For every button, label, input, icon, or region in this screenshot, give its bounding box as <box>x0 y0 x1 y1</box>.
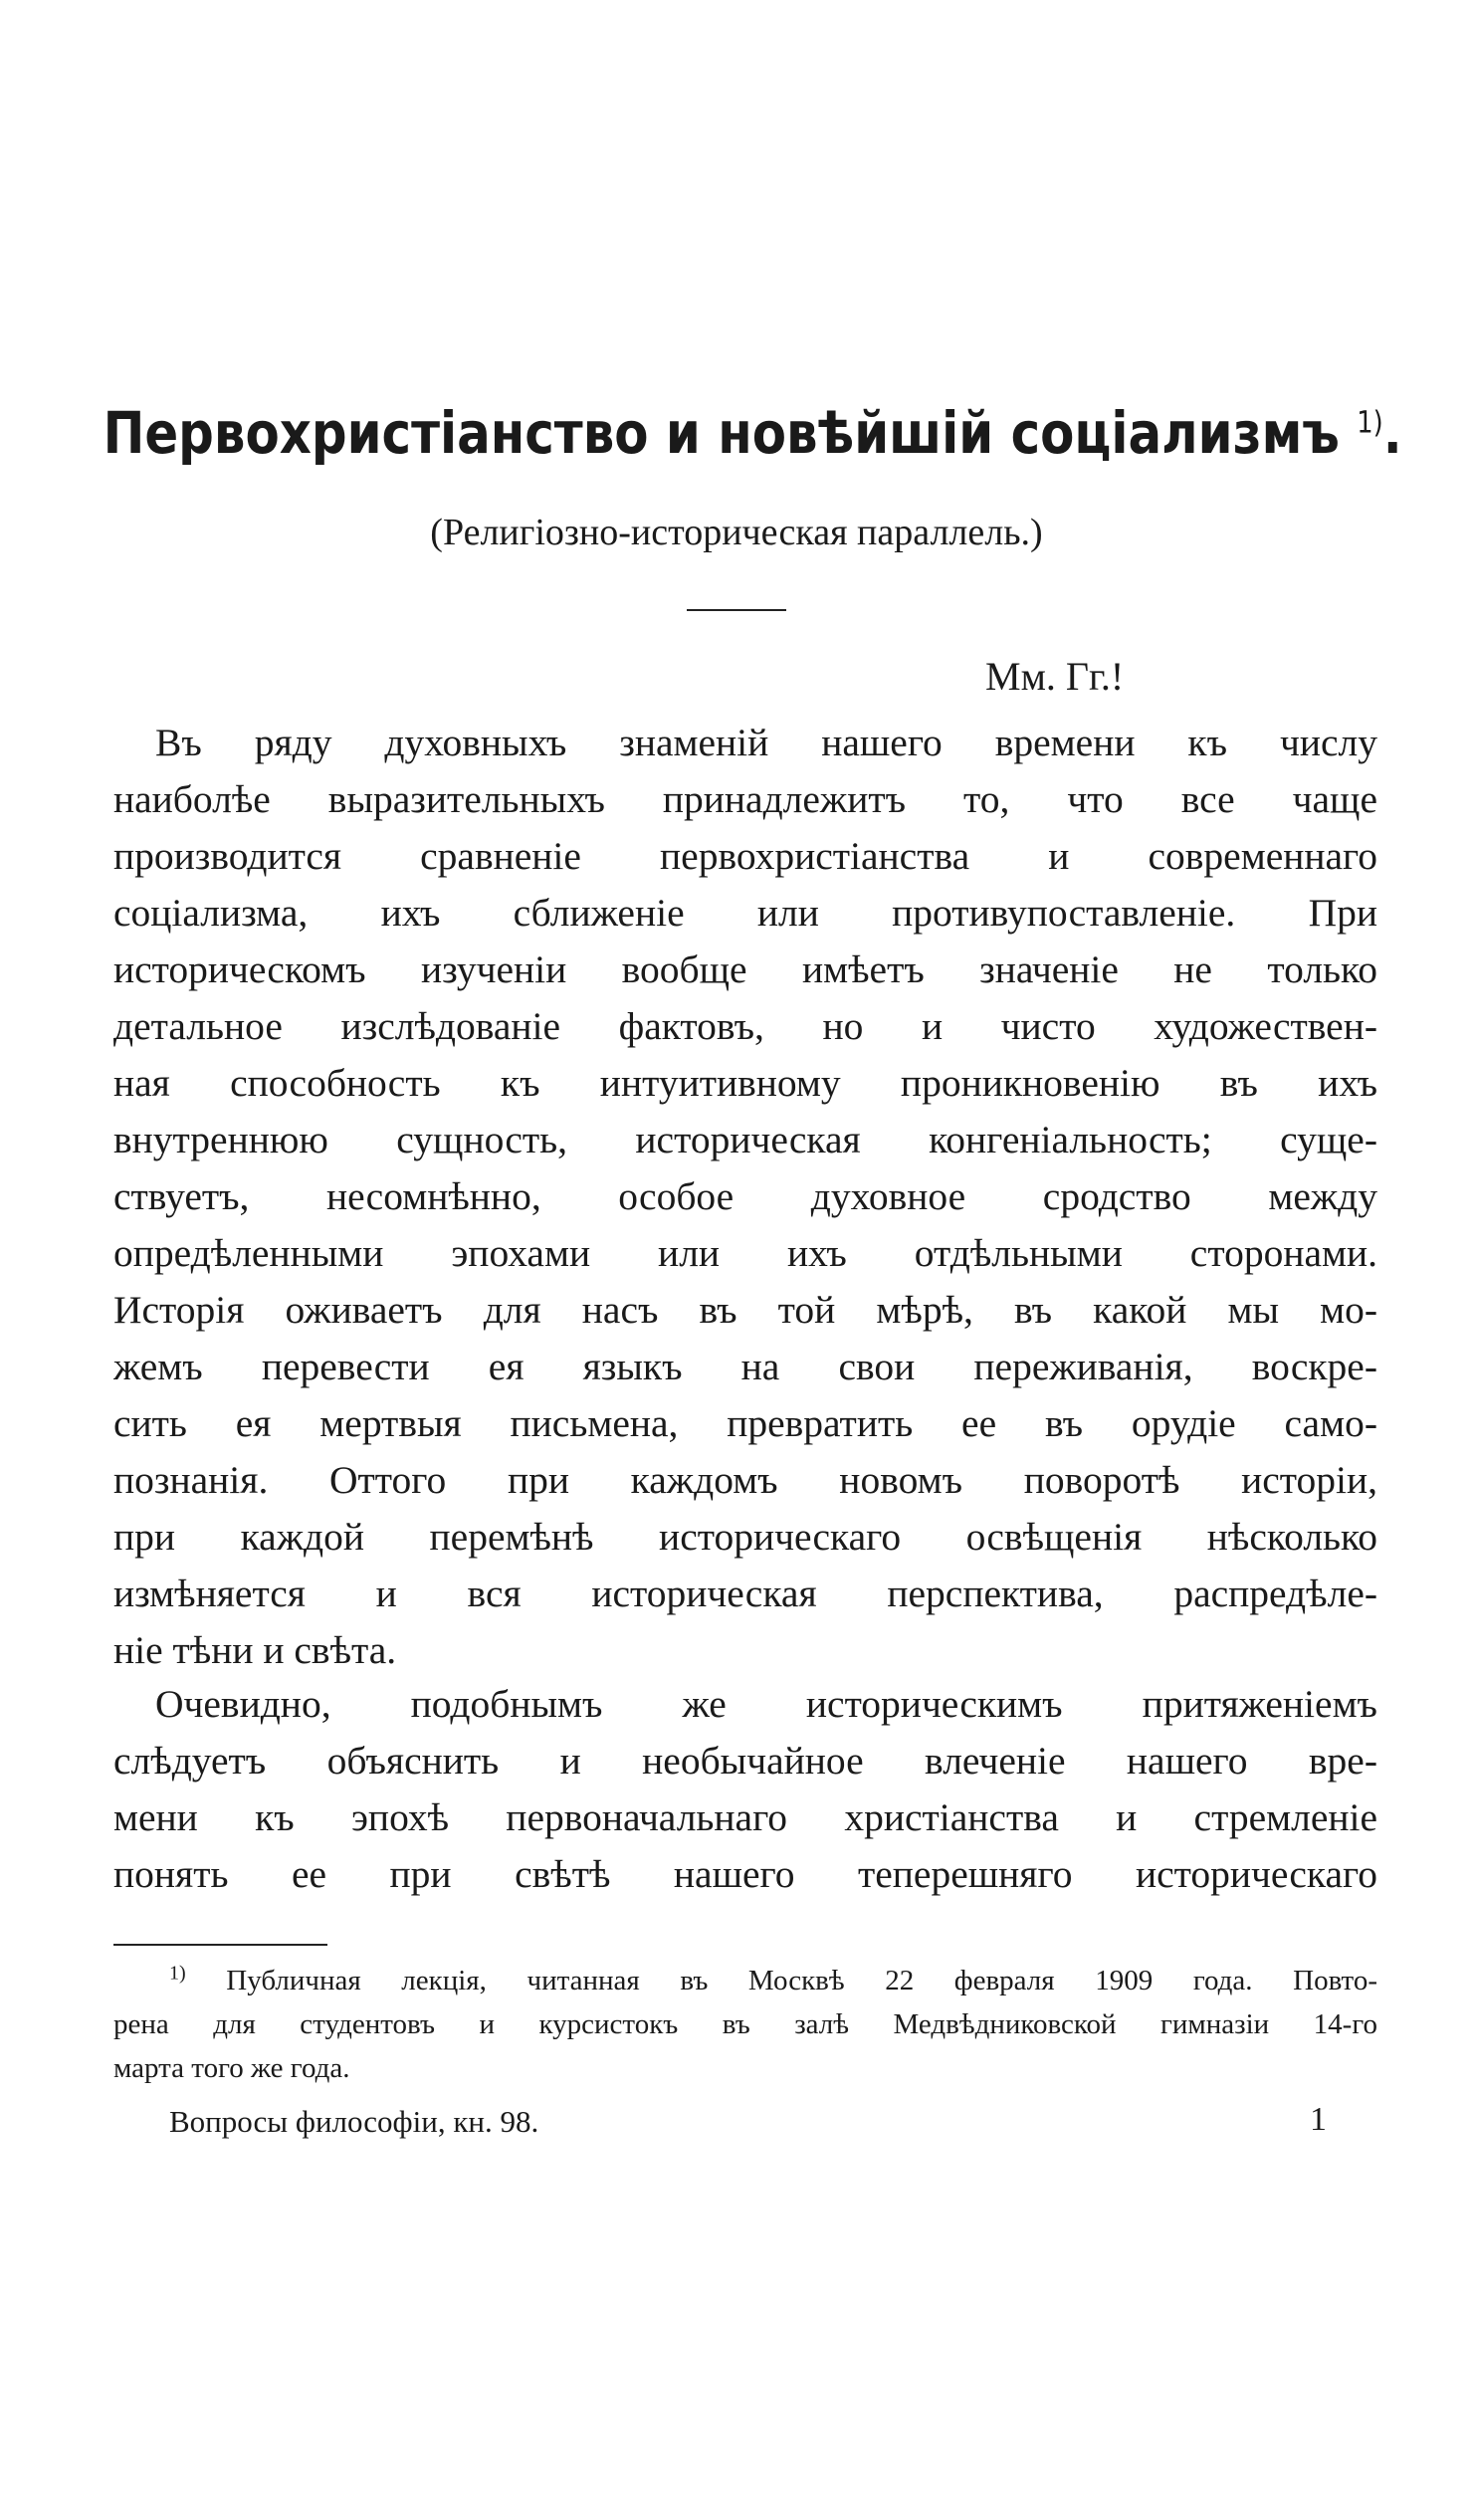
footnote-divider <box>113 1944 327 1946</box>
text-line: ная способность къ интуитивному проникновенію въ ихъ <box>113 1061 1377 1105</box>
text-line: слѣдуетъ объяснить и необычайное влеченіе нашего вре- <box>113 1739 1377 1783</box>
text-line: детальное изслѣдованіе фактовъ, но и чисто художествен- <box>113 1004 1377 1048</box>
text-line: ніе тѣни и свѣта. <box>113 1628 397 1672</box>
text-line: Въ ряду духовныхъ знаменій нашего времени къ числу <box>155 721 1377 764</box>
text-line: историческомъ изученіи вообще имѣетъ значеніе не только <box>113 947 1377 991</box>
text-line: сить ея мертвыя письмена, превратить ее въ орудіе само- <box>113 1401 1377 1445</box>
text-line: внутреннюю сущность, историческая конгеніальность; суще- <box>113 1118 1377 1161</box>
title-end-punct: . <box>1382 399 1402 467</box>
article-title <box>103 398 1402 468</box>
text-line: познанія. Оттого при каждомъ новомъ поворотѣ исторіи, <box>113 1458 1377 1502</box>
footnote <box>113 1959 1377 2090</box>
title-footnote-ref[interactable]: 1) <box>1357 405 1383 441</box>
text-line: опредѣленными эпохами или ихъ отдѣльными сторонами. <box>113 1231 1377 1275</box>
text-line: наиболѣе выразительныхъ принадлежитъ то, что все чаще <box>113 777 1377 821</box>
text-line: Очевидно, подобнымъ же историческимъ притяженіемъ <box>155 1682 1377 1726</box>
page-number: 1 <box>1310 2101 1327 2138</box>
text-line: мени къ эпохѣ первоначальнаго христіанства и стремленіе <box>113 1795 1377 1839</box>
text-line: производится сравненіе первохристіанства и современнаго <box>113 834 1377 878</box>
salutation: Мм. Гг.! <box>985 654 1125 699</box>
text-line: соціализма, ихъ сближеніе или противупоставленіе. При <box>113 891 1377 935</box>
body-paragraph-1 <box>113 715 1377 1679</box>
title-divider <box>687 609 786 611</box>
text-line: понять ее при свѣтѣ нашего теперешняго историческаго <box>113 1852 1377 1896</box>
footnote-line: марта того же года. <box>113 2052 350 2084</box>
journal-signature: Вопросы философіи, кн. 98. <box>169 2104 539 2139</box>
text-line: жемъ перевести ея языкъ на свои переживанія, воскре- <box>113 1345 1377 1388</box>
body-paragraph-2 <box>113 1676 1377 1903</box>
footnote-marker: 1) <box>169 1962 186 1985</box>
text-line: ствуетъ, несомнѣнно, особое духовное сродство между <box>113 1174 1377 1218</box>
footnote-line: $^{1)}$ Публичная лекція, читанная въ Москвѣ 22 февраля 1909 года. Повто- <box>169 1962 1377 1996</box>
article-title-text: Первохристіанство и новѣйшій соціализмъ <box>103 399 1340 467</box>
article-subtitle: (Религіозно-историческая параллель.) <box>430 512 1043 553</box>
footnote-line: рена для студентовъ и курсистокъ въ залѣ Медвѣдниковской гимназіи 14-го <box>113 2008 1377 2040</box>
text-line: Исторія оживаетъ для насъ въ той мѣрѣ, въ какой мы мо- <box>113 1288 1377 1332</box>
text-line: измѣняется и вся историческая перспектива, распредѣле- <box>113 1572 1377 1615</box>
text-line: при каждой перемѣнѣ историческаго освѣщенія нѣсколько <box>113 1515 1377 1559</box>
